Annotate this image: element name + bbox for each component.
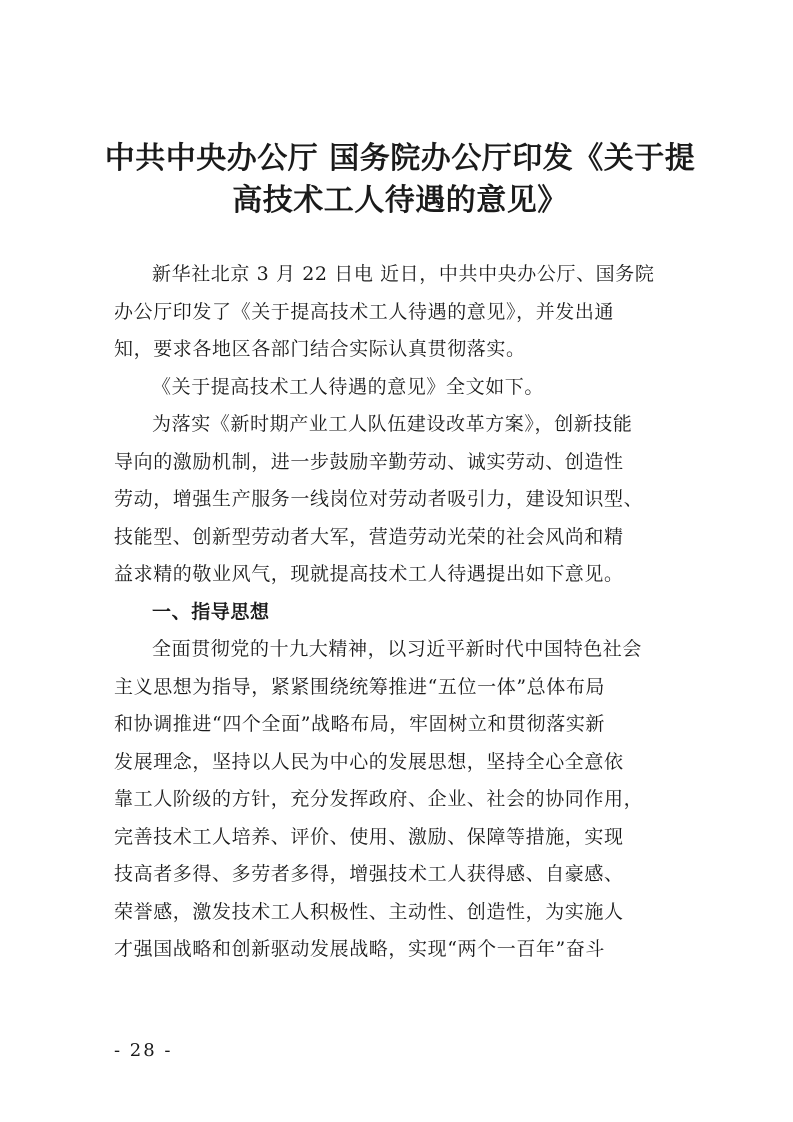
title-line: 中共中央办公厅 国务院办公厅印发《关于提 bbox=[104, 141, 696, 176]
paragraph-line: 发展理念，坚持以人民为中心的发展思想，坚持全心全意依 bbox=[114, 750, 624, 773]
paragraph-line: 全面贯彻党的十九大精神，以习近平新时代中国特色社会 bbox=[152, 638, 643, 660]
paragraph-line: 导向的激励机制，进一步鼓励辛勤劳动、诚实劳动、创造性 bbox=[114, 450, 624, 473]
paragraph-line: 技能型、创新型劳动者大军，营造劳动光荣的社会风尚和精 bbox=[114, 525, 624, 548]
paragraph-line: 才强国战略和创新驱动发展战略，实现“两个一百年”奋斗 bbox=[114, 938, 606, 960]
paragraph-line: 益求精的敬业风气，现就提高技术工人待遇提出如下意见。 bbox=[114, 563, 624, 585]
paragraph-line: 靠工人阶级的方针，充分发挥政府、企业、社会的协同作用， bbox=[114, 788, 644, 810]
paragraph-line: 技高者多得、多劳者多得，增强技术工人获得感、自豪感、 bbox=[114, 863, 624, 885]
document-title bbox=[100, 138, 700, 222]
paragraph-line: 劳动，增强生产服务一线岗位对劳动者吸引力，建设知识型、 bbox=[114, 488, 644, 510]
paragraph-line: 荣誉感，激发技术工人积极性、主动性、创造性，为实施人 bbox=[114, 900, 624, 923]
paragraph-line: 为落实《新时期产业工人队伍建设改革方案》，创新技能 bbox=[152, 413, 633, 435]
paragraph-line: 主义思想为指导，紧紧围绕统筹推进“五位一体”总体布局 bbox=[114, 675, 606, 698]
paragraph-line: 完善技术工人培养、评价、使用、激励、保障等措施，实现 bbox=[114, 825, 624, 848]
document-body bbox=[114, 256, 684, 969]
paragraph-line: 《关于提高技术工人待遇的意见》全文如下。 bbox=[152, 375, 545, 398]
title-line: 高技术工人待遇的意见》 bbox=[232, 183, 568, 218]
paragraph-line: 办公厅印发了《关于提高技术工人待遇的意见》，并发出通 bbox=[114, 300, 615, 323]
paragraph-line: 新华社北京 3 月 22 日电 近日，中共中央办公厅、国务院 bbox=[152, 263, 655, 285]
section-heading: 一、指导思想 bbox=[152, 600, 270, 623]
paragraph-line: 知，要求各地区各部门结合实际认真贯彻落实。 bbox=[114, 338, 526, 360]
paragraph-line: 和协调推进“四个全面”战略布局，牢固树立和贯彻落实新 bbox=[114, 713, 606, 735]
page-number: - 28 - bbox=[114, 1040, 173, 1061]
